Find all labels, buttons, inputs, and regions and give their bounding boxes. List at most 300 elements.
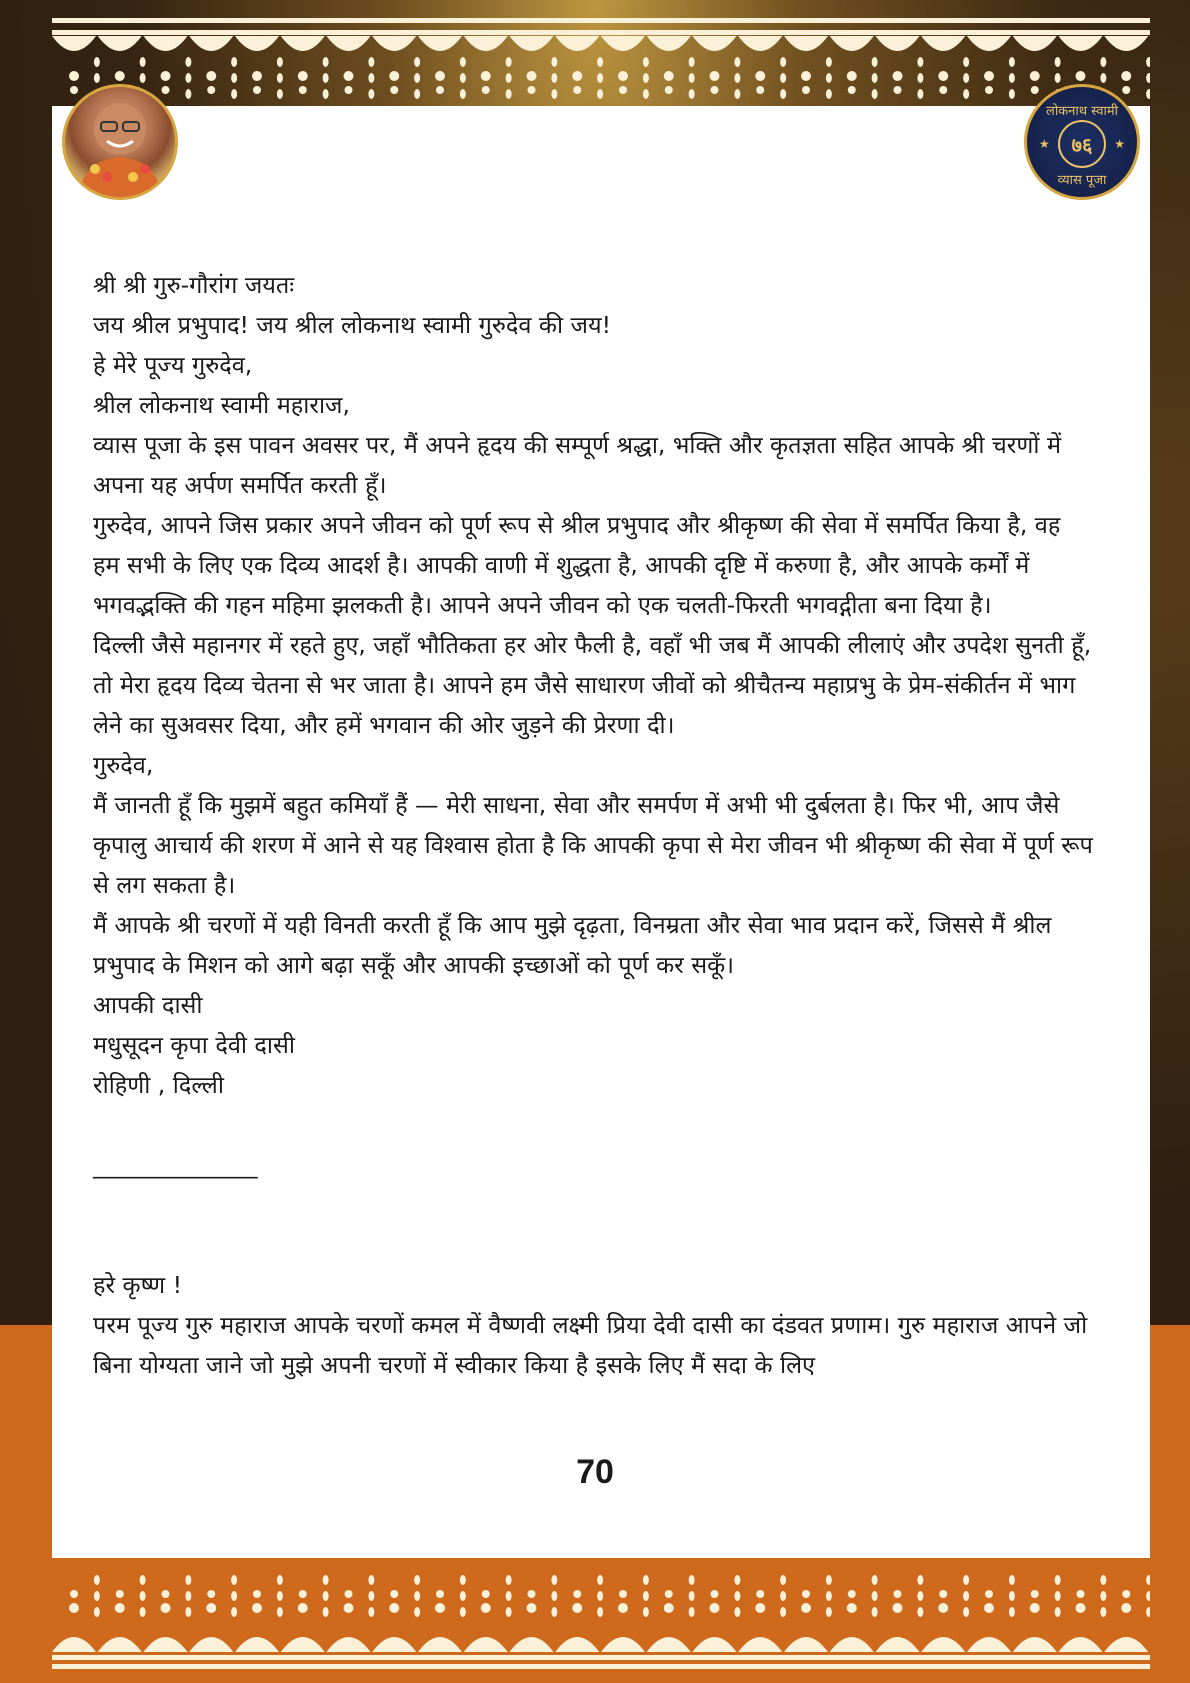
border-ornament [1009, 89, 1015, 99]
border-ornament [573, 1590, 581, 1598]
border-ornament [414, 1575, 420, 1585]
border-ornament [597, 57, 603, 67]
border-ornament [464, 36, 508, 51]
border-ornament [555, 1637, 599, 1652]
border-ornament [323, 89, 329, 99]
border-ornament [510, 36, 554, 51]
border-ornament [1121, 71, 1131, 81]
border-ornament [1009, 1575, 1015, 1585]
emblem-number: ७६ [1058, 120, 1106, 168]
border-ornament [414, 89, 420, 99]
border-ornament [510, 1637, 554, 1652]
border-ornament [368, 73, 374, 83]
emblem-bottom-text: व्यास पूजा [1057, 173, 1107, 188]
border-ornament [345, 86, 353, 94]
border-ornament [140, 73, 146, 83]
portrait-icon [65, 87, 175, 197]
border-ornament [1121, 1603, 1131, 1613]
border-ornament [597, 1591, 603, 1601]
border-ornament [710, 1603, 720, 1613]
border-ornament [876, 36, 920, 51]
border-ornament [963, 89, 969, 99]
border-ornament [917, 73, 923, 83]
border-ornament [756, 1590, 764, 1598]
border-ornament [528, 1590, 536, 1598]
border-ornament [1146, 57, 1150, 67]
border-ornament [689, 1575, 695, 1585]
border-ornament [801, 1603, 811, 1613]
border-ornament [207, 1590, 215, 1598]
border-ornament [1100, 73, 1106, 83]
border-ornament [506, 57, 512, 67]
border-ornament [689, 89, 695, 99]
border-ornament [298, 1603, 308, 1613]
paragraph-4: मैं जानती हूँ कि मुझमें बहुत कमियाँ हैं — मेरी साधना, सेवा और समर्पण में अभी भी दुर्बलता है। फिर भी, आप जैसे कृपालु आचार्य की शरण में आने से यह विश्वास होता है कि आपकी कृपा से मेरा जीवन भी श्रीकृष्ण की सेवा में पूर्ण रूप से लग सकता है। [93, 791, 1093, 899]
border-ornament [597, 89, 603, 99]
border-ornament [664, 1603, 674, 1613]
border-ornament [984, 71, 994, 81]
border-ornament [643, 1607, 649, 1617]
border-ornament [140, 57, 146, 67]
border-ornament [872, 73, 878, 83]
border-ornament [894, 1590, 902, 1598]
border-ornament [551, 57, 557, 67]
border-ornament [784, 36, 828, 51]
border-ornament [710, 71, 720, 81]
border-ornament [573, 86, 581, 94]
border-ornament [52, 1637, 96, 1652]
border-ornament [368, 1575, 374, 1585]
border-ornament [872, 89, 878, 99]
border-ornament [161, 1603, 171, 1613]
border-ornament [323, 1591, 329, 1601]
border-ornament [460, 1575, 466, 1585]
border-ornament [734, 1591, 740, 1601]
border-ornament [1076, 1603, 1086, 1613]
border-ornament [551, 1607, 557, 1617]
border-ornament [1030, 1603, 1040, 1613]
border-ornament [643, 1591, 649, 1601]
border-ornament [116, 1590, 124, 1598]
border-ornament [414, 57, 420, 67]
border-ornament [389, 71, 399, 81]
bottom-decorative-border [52, 1560, 1150, 1672]
border-ornament [917, 89, 923, 99]
border-ornament [189, 36, 233, 51]
border-ornament [1055, 57, 1061, 67]
border-ornament [69, 1603, 79, 1613]
border-ornament [414, 73, 420, 83]
border-ornament [963, 1575, 969, 1585]
border-ornament [252, 71, 262, 81]
star-icon: ★ [1114, 137, 1125, 151]
border-ornament [185, 73, 191, 83]
border-ornament [1055, 1591, 1061, 1601]
vyasa-puja-emblem [1024, 84, 1140, 200]
border-ornament [277, 1575, 283, 1585]
border-ornament [597, 1575, 603, 1585]
border-ornament [185, 1575, 191, 1585]
border-ornament [689, 57, 695, 67]
border-ornament [277, 89, 283, 99]
border-ornament [189, 1637, 233, 1652]
border-ornament [231, 57, 237, 67]
border-ornament [436, 1590, 444, 1598]
border-ornament [780, 1591, 786, 1601]
border-ornament [921, 1637, 965, 1652]
border-ornament [506, 1607, 512, 1617]
border-ornament [572, 71, 582, 81]
border-ornament [830, 1637, 874, 1652]
border-ornament [1009, 73, 1015, 83]
border-ornament [460, 1607, 466, 1617]
border-ornament [52, 36, 96, 51]
border-ornament [893, 71, 903, 81]
border-ornament [162, 86, 170, 94]
border-ornament [185, 89, 191, 99]
border-ornament [572, 1603, 582, 1613]
border-ornament [1059, 1637, 1103, 1652]
border-ornament [551, 1575, 557, 1585]
border-ornament [551, 73, 557, 83]
border-ornament [1031, 86, 1039, 94]
border-ornament [826, 73, 832, 83]
border-ornament [938, 71, 948, 81]
border-ornament [414, 1591, 420, 1601]
border-ornament [231, 73, 237, 83]
border-ornament [802, 1590, 810, 1598]
border-ornament [1122, 86, 1130, 94]
border-ornament [368, 89, 374, 99]
border-ornament [1030, 71, 1040, 81]
border-ornament [1013, 36, 1057, 51]
border-ornament [872, 1591, 878, 1601]
border-ornament [1013, 1637, 1057, 1652]
border-ornament [277, 1591, 283, 1601]
border-ornament [115, 1603, 125, 1613]
border-ornament [643, 89, 649, 99]
border-ornament [344, 71, 354, 81]
border-ornament [414, 1607, 420, 1617]
border-ornament [464, 1637, 508, 1652]
border-ornament [418, 1637, 462, 1652]
border-ornament [872, 1575, 878, 1585]
border-ornament [389, 1603, 399, 1613]
border-ornament [756, 86, 764, 94]
border-ornament [1100, 1575, 1106, 1585]
border-ornament [144, 1637, 188, 1652]
border-ornament [801, 71, 811, 81]
border-ornament [939, 1590, 947, 1598]
border-ornament [1100, 57, 1106, 67]
border-ornament [298, 71, 308, 81]
border-ornament [826, 1591, 832, 1601]
border-ornament [527, 71, 537, 81]
border-ornament [848, 1590, 856, 1598]
border-ornament [162, 1590, 170, 1598]
border-ornament [299, 86, 307, 94]
border-ornament [963, 73, 969, 83]
border-ornament [327, 1637, 371, 1652]
border-ornament [693, 36, 737, 51]
top-decorative-border [52, 18, 1150, 108]
border-ornament [506, 1591, 512, 1601]
border-ornament [1100, 1591, 1106, 1601]
border-ornament [551, 1591, 557, 1601]
separator-line: ______________ [93, 1151, 258, 1179]
border-ornament [94, 1575, 100, 1585]
border-ornament [207, 86, 215, 94]
paragraph-2: गुरुदेव, आपने जिस प्रकार अपने जीवन को पूर्ण रूप से श्रील प्रभुपाद और श्रीकृष्ण की सेवा में समर्पित किया है, वह हम सभी के लिए एक दिव्य आदर्श है। आपकी वाणी में शुद्धता है, आपकी दृष्टि में करुणा है, और आपके कर्मों में भगवद्भक्ति की गहन महिमा झलकती है। आपने अपने जीवन को एक चलती-फिरती भगवद्गीता बना दिया है। [93, 511, 1061, 619]
signature-place: रोहिणी , दिल्ली [93, 1071, 224, 1099]
border-ornament [368, 57, 374, 67]
border-ornament [689, 1607, 695, 1617]
border-ornament [1146, 89, 1150, 99]
border-ornament [323, 73, 329, 83]
address-line-1: हे मेरे पूज्य गुरुदेव, [93, 351, 253, 379]
border-ornament [643, 1575, 649, 1585]
border-ornament [527, 1603, 537, 1613]
border-ornament [921, 36, 965, 51]
border-ornament [1146, 73, 1150, 83]
border-ornament [780, 89, 786, 99]
border-ornament [872, 1607, 878, 1617]
border-ornament [206, 1603, 216, 1613]
border-ornament [780, 73, 786, 83]
border-ornament [734, 1607, 740, 1617]
border-ornament [734, 57, 740, 67]
border-ornament [619, 86, 627, 94]
border-ornament [344, 1603, 354, 1613]
border-ornament [618, 1603, 628, 1613]
border-ornament [985, 1590, 993, 1598]
border-ornament [830, 36, 874, 51]
border-ornament [368, 1591, 374, 1601]
border-ornament [689, 1591, 695, 1601]
border-ornament [1055, 1607, 1061, 1617]
border-ornament [876, 1637, 920, 1652]
border-ornament [643, 57, 649, 67]
border-ornament [323, 57, 329, 67]
border-ornament [647, 36, 691, 51]
border-ornament [460, 1591, 466, 1601]
border-ornament [601, 1637, 645, 1652]
border-ornament [481, 1603, 491, 1613]
border-ornament [826, 1607, 832, 1617]
border-ornament [693, 1637, 737, 1652]
border-ornament [784, 1637, 828, 1652]
border-ornament [780, 57, 786, 67]
border-ornament [94, 1607, 100, 1617]
border-ornament [738, 36, 782, 51]
border-ornament [893, 1603, 903, 1613]
border-ornament [231, 1607, 237, 1617]
border-ornament [1055, 1575, 1061, 1585]
border-ornament [847, 71, 857, 81]
border-ornament [528, 86, 536, 94]
border-ornament [281, 36, 325, 51]
border-ornament [780, 1575, 786, 1585]
border-ornament [755, 71, 765, 81]
border-ornament [1100, 1607, 1106, 1617]
border-ornament [755, 1603, 765, 1613]
border-ornament [418, 36, 462, 51]
border-ornament [390, 1590, 398, 1598]
border-ornament [826, 89, 832, 99]
border-ornament [460, 57, 466, 67]
border-ornament [299, 1590, 307, 1598]
border-ornament [1031, 1590, 1039, 1598]
border-ornament [1009, 1591, 1015, 1601]
border-ornament [647, 1637, 691, 1652]
signature-name: मधुसूदन कृपा देवी दासी [93, 1031, 295, 1059]
border-ornament [551, 89, 557, 99]
border-ornament [619, 1590, 627, 1598]
border-ornament [894, 86, 902, 94]
border-ornament [231, 1591, 237, 1601]
border-ornament [185, 57, 191, 67]
address-line-2: श्रील लोकनाथ स्वामी महाराज, [93, 391, 350, 419]
border-ornament [1076, 71, 1086, 81]
border-ornament [917, 1575, 923, 1585]
border-ornament [206, 71, 216, 81]
border-ornament [643, 73, 649, 83]
address-line-3: गुरुदेव, [93, 751, 154, 779]
border-ornament [506, 73, 512, 83]
border-ornament [967, 36, 1011, 51]
border-ornament [185, 1591, 191, 1601]
border-ornament [601, 36, 645, 51]
border-ornament [70, 86, 78, 94]
border-ornament [506, 89, 512, 99]
border-ornament [1146, 1607, 1150, 1617]
border-ornament [231, 89, 237, 99]
border-ornament [94, 57, 100, 67]
border-ornament [140, 1591, 146, 1601]
paragraph-1: व्यास पूजा के इस पावन अवसर पर, मैं अपने हृदय की सम्पूर्ण श्रद्धा, भक्ति और कृतज्ञता सहित आपके श्री चरणों में अपना यह अर्पण समर्पित करती हूँ। [93, 431, 1062, 499]
border-ornament [847, 1603, 857, 1613]
border-ornament [481, 71, 491, 81]
border-ornament [917, 57, 923, 67]
border-ornament [70, 1590, 78, 1598]
border-ornament [277, 1607, 283, 1617]
border-ornament [985, 86, 993, 94]
border-ornament [917, 1591, 923, 1601]
border-ornament [277, 73, 283, 83]
border-ornament [327, 36, 371, 51]
border-ornament [711, 1590, 719, 1598]
border-ornament [848, 86, 856, 94]
border-ornament [664, 71, 674, 81]
border-ornament [368, 1607, 374, 1617]
border-ornament [618, 71, 628, 81]
border-ornament [506, 1575, 512, 1585]
border-ornament [482, 1590, 490, 1598]
border-ornament [345, 1590, 353, 1598]
border-ornament [665, 1590, 673, 1598]
border-ornament [967, 1637, 1011, 1652]
border-ornament [738, 1637, 782, 1652]
border-ornament [460, 73, 466, 83]
border-ornament [231, 1575, 237, 1585]
border-ornament [372, 36, 416, 51]
border-ornament [281, 1637, 325, 1652]
border-ornament [185, 1607, 191, 1617]
border-ornament [1059, 36, 1103, 51]
border-ornament [963, 1607, 969, 1617]
border-ornament [597, 73, 603, 83]
salutation-line-1: श्री श्री गुरु-गौरांग जयतः [93, 271, 295, 299]
border-ornament [917, 1607, 923, 1617]
border-ornament [1009, 57, 1015, 67]
border-ornament [734, 1575, 740, 1585]
closing-line: आपकी दासी [93, 991, 203, 1019]
salutation-line-2: जय श्रील प्रभुपाद! जय श्रील लोकनाथ स्वामी गुरुदेव की जय! [93, 311, 612, 339]
border-ornament [1055, 73, 1061, 83]
border-ornament [1146, 1591, 1150, 1601]
border-ornament [252, 1603, 262, 1613]
border-ornament [826, 57, 832, 67]
border-ornament [665, 86, 673, 94]
border-ornament [555, 36, 599, 51]
border-ornament [140, 1575, 146, 1585]
border-ornament [253, 1590, 261, 1598]
border-ornament [1077, 1590, 1085, 1598]
border-ornament [323, 1607, 329, 1617]
border-ornament [734, 89, 740, 99]
border-ornament [689, 73, 695, 83]
border-ornament [98, 36, 142, 51]
emblem-top-text: लोकनाथ स्वामी [1046, 104, 1118, 119]
border-ornament [435, 1603, 445, 1613]
border-ornament [938, 1603, 948, 1613]
border-ornament [435, 71, 445, 81]
paragraph-3: दिल्ली जैसे महानगर में रहते हुए, जहाँ भौतिकता हर ओर फैली है, वहाँ भी जब मैं आपकी लीलाएं और उपदेश सुनती हूँ, तो मेरा हृदय दिव्य चेतना से भर जाता है। आपने हम जैसे साधारण जीवों को श्रीचैतन्य महाप्रभु के प्रेम-संकीर्तन में भाग लेने का सुअवसर दिया, और हमें भगवान की ओर जुड़ने की प्रेरणा दी। [93, 631, 1092, 739]
border-ornament [115, 71, 125, 81]
border-ornament [1146, 1575, 1150, 1585]
paragraph-5: मैं आपके श्री चरणों में यही विनती करती हूँ कि आप मुझे दृढ़ता, विनम्रता और सेवा भाव प्रदान करें, जिससे मैं श्रील प्रभुपाद के मिशन को आगे बढ़ा सकूँ और आपकी इच्छाओं को पूर्ण कर सकूँ। [93, 911, 1052, 979]
border-ornament [372, 1637, 416, 1652]
border-ornament [482, 86, 490, 94]
border-ornament [939, 86, 947, 94]
letter2-paragraph-1: परम पूज्य गुरु महाराज आपके चरणों कमल में वैष्णवी लक्ष्मी प्रिया देवी दासी का दंडवत प्रणाम। गुरु महाराज आपने जो बिना योग्यता जाने जो मुझे अपनी चरणों में स्वीकार किया है इसके लिए मैं सदा के लिए [93, 1311, 1088, 1379]
border-ornament [235, 36, 279, 51]
border-ornament [826, 1575, 832, 1585]
border-ornament [1122, 1590, 1130, 1598]
letter2-salutation: हरे कृष्ण ! [93, 1271, 183, 1299]
border-ornament [390, 86, 398, 94]
border-ornament [277, 57, 283, 67]
border-ornament [323, 1575, 329, 1585]
letter-content [93, 265, 1093, 1385]
border-ornament [140, 1607, 146, 1617]
border-ornament [963, 1591, 969, 1601]
border-ornament [94, 1591, 100, 1601]
border-ornament [460, 89, 466, 99]
border-ornament [1104, 36, 1148, 51]
border-ornament [144, 36, 188, 51]
border-ornament [69, 71, 79, 81]
border-ornament [963, 57, 969, 67]
guru-portrait-image [62, 84, 178, 200]
border-ornament [711, 86, 719, 94]
border-ornament [802, 86, 810, 94]
border-ornament [734, 73, 740, 83]
border-ornament [161, 71, 171, 81]
border-ornament [98, 1637, 142, 1652]
border-ornament [1009, 1607, 1015, 1617]
star-icon: ★ [1039, 137, 1050, 151]
